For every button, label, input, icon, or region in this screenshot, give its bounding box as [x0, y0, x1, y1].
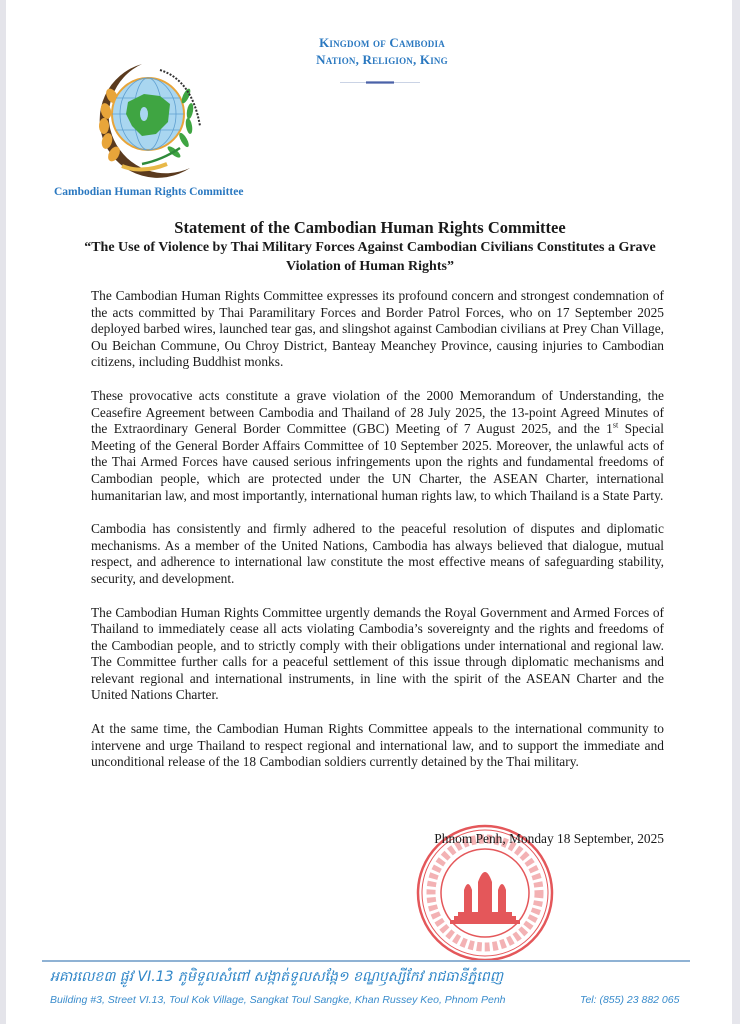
statement-body: [91, 288, 664, 788]
footer-divider: [42, 960, 690, 962]
paragraph-2: [91, 388, 664, 504]
globe-wreath-logo-icon: [82, 56, 212, 186]
paragraph-2-part-a: These provocative acts constitute a grave violation of the 2000 Memorandum of Understanding, the Ceasefire Agreement between Cambodia and Thailand of 28 July 2025, the 13-point Agreed Minutes of the Extraordinary General Border Committee (GBC) Meeting of 7 August 2025, and the 1: [91, 387, 664, 437]
paragraph-4: The Cambodian Human Rights Committee urgently demands the Royal Government and Armed Forces of Thailand to immediately cease all acts violating Cambodia’s sovereignty and the rights and freedoms of the Cambodian people, and to strictly comply with their obligations under international and regional law. The Committee further calls for a peaceful settlement of this issue through diplomatic mechanisms and relevant regional and international instruments, in line with the spirit of the ASEAN Charter and the United Nations Charter.: [91, 604, 664, 703]
page-right-edge: [732, 0, 740, 1024]
paragraph-5: At the same time, the Cambodian Human Rights Committee appeals to the international community to intervene and urge Thailand to respect regional and international law, and to support the immediate and unconditional release of the 18 Cambodian soldiers currently detained by the Thai military.: [91, 721, 664, 770]
ornament-divider-icon: [340, 81, 420, 84]
statement-title: Statement of the Cambodian Human Rights Committee: [174, 218, 566, 237]
paragraph-2-part-b: Special Meeting of the General Border Affairs Committee of 10 September 2025. Moreover, the unlawful acts of the Thai Armed Forces have caused serious infringements upon the rights and fundamental freedoms of Cambodian people, which are protected under the UN Charter, the ASEAN Charter, international humanitarian law, and most importantly, international human rights law, to which Thailand is a State Party.: [91, 421, 664, 503]
ordinal-superscript: st: [612, 420, 619, 430]
paragraph-3: Cambodia has consistently and firmly adhered to the peaceful resolution of disputes and diplomatic mechanisms. As a member of the United Nations, Cambodia has always believed that dialogue, mutual respect, and adherence to international law constitute the most effective means of safeguarding stability, security, and development.: [91, 521, 664, 586]
page-left-edge: [0, 0, 6, 1024]
chrc-logo: [82, 56, 212, 186]
country-line: Kingdom of Cambodia: [319, 35, 445, 50]
logo-caption: Cambodian Human Rights Committee: [54, 186, 244, 198]
dateline: Phnom Penh, Monday 18 September, 2025: [434, 831, 664, 846]
statement-title-block: [60, 218, 680, 276]
footer-address: Building #3, Street VI.13, Toul Kok Village, Sangkat Toul Sangke, Khan Russey Keo, Phnom Penh: [50, 994, 506, 1006]
footer-khmer-address: អគារលេខ៣ ផ្លូវ VI.13 ភូមិទួលសំពៅ សង្កាត់ទួលសង្កែ១ ខណ្ឌឫស្សីកែវ រាជធានីភ្នំពេញ: [50, 969, 504, 985]
motto-line: Nation, Religion, King: [316, 52, 448, 67]
statement-subtitle: “The Use of Violence by Thai Military Forces Against Cambodian Civilians Constitutes a Grave Violation of Human Rights”: [84, 240, 656, 274]
footer-telephone: Tel: (855) 23 882 065: [580, 994, 680, 1006]
national-header: [262, 34, 502, 68]
paragraph-1: The Cambodian Human Rights Committee expresses its profound concern and strongest condemnation of the acts committed by Thai Paramilitary Forces and Border Patrol Forces, who on 17 September 2025 deployed barbed wires, launched tear gas, and slingshot against Cambodian civilians at Prey Chan Village, Ou Beichan Commune, Ou Chroy District, Banteay Meanchey Province, causing injuries to Cambodian citizens, including Buddhist monks.: [91, 288, 664, 370]
